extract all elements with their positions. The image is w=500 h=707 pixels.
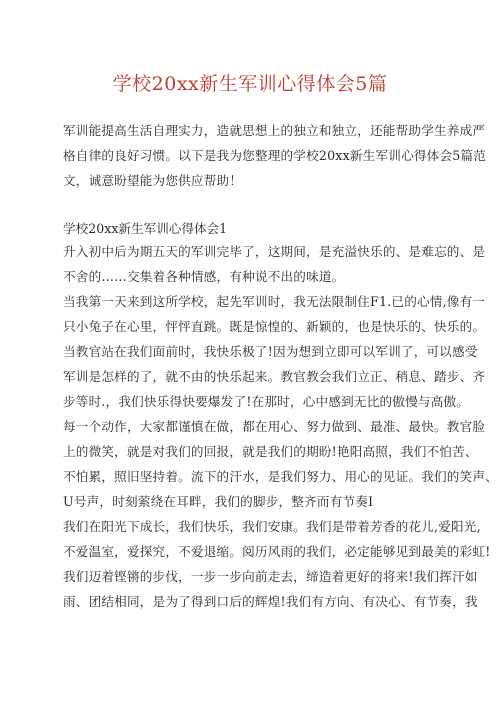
- body-line: 不舍的……交集着各种情感，有种说不出的味道。: [63, 269, 345, 284]
- body-line: 每一个动作，大家都谨慎在做，都在用心、努力做到、最准、最快。教官脸: [63, 419, 486, 434]
- body-line: U号声，时刻萦绕在耳畔，我们的脚步，整齐而有节奏I: [63, 494, 374, 509]
- body-line: 上的微笑，就是对我们的回报，就是我们的期盼!艳阳高照，我们不怕苦、: [63, 444, 478, 459]
- body-line: 只小兔子在心里，怦怦直跳。既是惊惶的、新颖的，也是快乐的、快乐的。: [63, 319, 486, 334]
- document-title: 学校20xx新生军训心得体会5篇: [112, 73, 388, 95]
- body-line: 步等时.，我们快乐得快要爆发了!在那时，心中感到无比的傲慢与高傲。: [63, 394, 470, 409]
- body-line: 我们在阳光下成长，我们快乐，我们安康。我们是带着芳香的花儿,爱阳光,: [63, 519, 481, 534]
- body-line: 当我第一天来到这所学校，起先军训时，我无法限制住F1.已的心情,像有一: [63, 294, 486, 309]
- section-heading: 学校20xx新生军训心得体会1: [63, 221, 228, 236]
- intro-paragraph: [63, 118, 487, 193]
- intro-line: 格自律的良好习惯。以下是我为您整理的学校20xx新生军训心得体会5篇范: [63, 148, 487, 163]
- body-line: 当教官站在我们面前时，我快乐极了!因为想到立即可以军训了，可以感受: [63, 344, 478, 359]
- body-line: 我们迈着铿锵的步伐，一步一步向前走去，缔造着更好的将来!我们挥汗如: [63, 569, 478, 584]
- intro-line: 军训能提高生活自理实力，造就思想上的独立和独立，还能帮助学生养成严: [63, 123, 486, 138]
- section-body: [63, 239, 498, 614]
- body-line: 不爱温室，爱探究，不爱退缩。阅历风雨的我们，必定能够见到最美的彩虹!: [63, 544, 491, 559]
- intro-line: 文，诚意盼望能为您供应帮助！: [63, 173, 243, 188]
- body-line: 军训是怎样的了，就不由的快乐起来。教官教会我们立正、稍息、踏步、齐: [63, 369, 486, 384]
- body-line: 不怕累，照旧坚持着。流下的汗水，是我们努力、用心的见证。我们的笑声、: [63, 469, 498, 484]
- body-line: 升入初中后为期五天的军训完毕了，这期间，是充溢快乐的、是难忘的、是: [63, 244, 486, 259]
- body-line: 雨、团结相同，是为了得到口后的辉煌!我们有方向、有决心、有节奏，我: [63, 594, 478, 609]
